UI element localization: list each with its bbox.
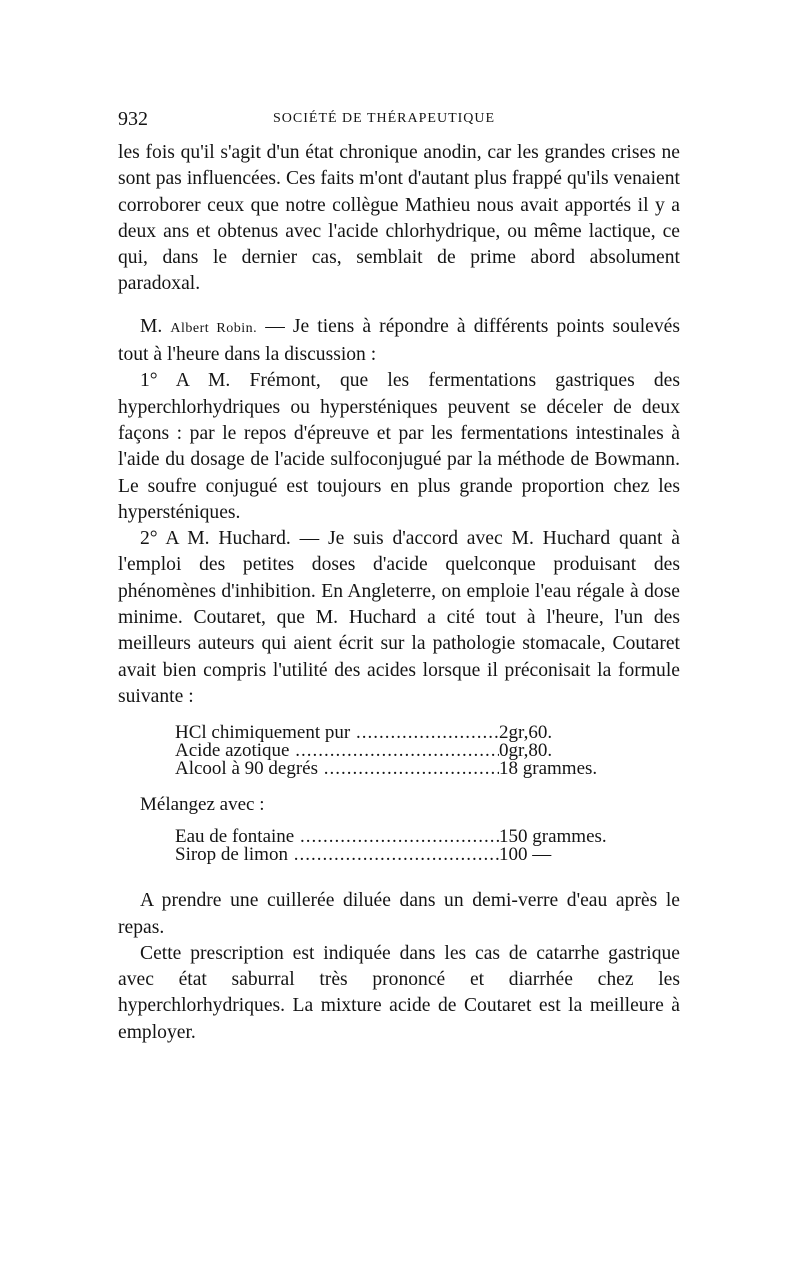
paragraph-robin-text: — Je tiens à répondre à différents points soulevés tout à l'heure dans la discussion : (118, 315, 680, 366)
recipe-quantity: 18 grammes. (499, 758, 598, 780)
recipe-ingredient: HCl chimiquement pur ..... (175, 724, 499, 742)
recipe-line (175, 846, 680, 864)
recipe-ingredient: Sirop de limon ..... (175, 846, 499, 864)
page-header (118, 108, 680, 140)
recipe-line (175, 742, 680, 760)
recipe-line (175, 760, 680, 778)
paragraph-point-one: 1° A M. Frémont, que les fermentations gastriques des hyperchlorhydriques ou hypersténiques peuvent se déceler de deux façons : par le repos d'épreuve et par les fermentations intestinales à l'aide du dosage de l'acide sulfoconjugué par la méthode de Bowmann. Le soufre conjugué est toujours en plus grande proportion chez les hypersténiques. (118, 370, 680, 523)
recipe-ingredient: Acide azotique ..... (175, 742, 499, 760)
recipe-quantity: 0gr,80. (499, 740, 553, 762)
recipe-formula (175, 724, 680, 778)
recipe-quantity: 150 grammes. (499, 826, 607, 848)
page-number: 932 (118, 108, 148, 130)
speaker-name: Albert Robin. (170, 320, 258, 336)
paragraph-conclusion: Cette prescription est indiquée dans les cas de catarrhe gastrique avec état saburral très prononcé et diarrhée chez les hyperchlorhydriques. La mixture acide de Coutaret est la meilleure à employer. (118, 942, 680, 1043)
recipe-ingredient: Alcool à 90 degrés ..... (175, 760, 499, 778)
recipe-line (175, 724, 680, 742)
paragraph-point-two: 2° A M. Huchard. — Je suis d'accord avec M. Huchard quant à l'emploi des petites doses d'acide quelconque produisant des phénomènes d'inhibition. En Angleterre, on emploie l'eau régale à dose minime. Coutaret, que M. Huchard a cité tout à l'heure, l'un des meilleurs auteurs qui aient écrit sur la pathologie stomacale, Coutaret avait bien compris l'utilité des acides lorsque il préconisait la formule suivante : (118, 528, 680, 707)
speaker-prefix: M. (140, 315, 163, 337)
paragraph-continuation: les fois qu'il s'agit d'un état chronique anodin, car les grandes crises ne sont pas influencées. Ces faits m'ont d'autant plus frappé qu'ils venaient corroborer ceux que notre collègue Mathieu nous avait apportés il y a deux ans et obtenus avec l'acide chlorhydrique, ou même lactique, ce qui, dans le dernier cas, semblait de prime abord absolument paradoxal. (118, 142, 680, 295)
document-page (118, 108, 680, 1046)
recipe-mix-label: Mélangez avec : (140, 794, 265, 816)
paragraph-dosage: A prendre une cuillerée diluée dans un demi-verre d'eau après le repas. (118, 890, 680, 938)
recipe-ingredient: Eau de fontaine ..... (175, 828, 499, 846)
recipe-line (175, 828, 680, 846)
recipe-quantity: 100 — (499, 844, 552, 866)
recipe-formula-dilution (175, 828, 680, 864)
running-title: SOCIÉTÉ DE THÉRAPEUTIQUE (273, 111, 496, 126)
paragraph-robin-intro (118, 314, 680, 369)
recipe-quantity: 2gr,60. (499, 722, 553, 744)
